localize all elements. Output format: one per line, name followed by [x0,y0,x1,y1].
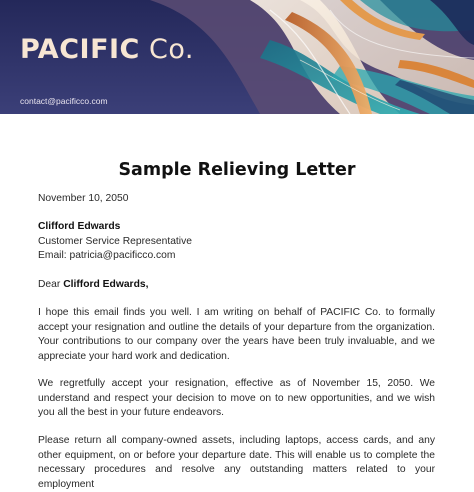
greeting-line [38,278,435,293]
recipient-email: Email: patricia@pacificco.com [38,250,176,262]
contact-email: contact@pacificco.com [20,96,108,106]
paragraph-line: accept your resignation and outline the details of your departure from the organization. [38,321,435,333]
header-banner [0,0,474,114]
paragraph-line: Your contributions to our company over the years have been truly invaluable, and we [38,336,435,348]
recipient-position: Customer Service Representative [38,235,192,247]
paragraph-line: understand and respect your decision to move on to new opportunities, and we wish [38,392,435,404]
paragraph-line: appreciate your hard work and dedication. [38,350,230,362]
body-paragraph-1 [38,306,435,364]
paragraph-line: Please return all company-owned assets, including laptops, access cards, and any [38,435,435,446]
greeting-prefix: Dear [38,279,61,290]
body-paragraph-2 [38,377,435,421]
brand-name-suffix: Co. [148,34,194,65]
greeting-name: Clifford Edwards, [63,279,149,290]
paragraph-line: other equipment, on or before your departure date. This will enable us to complete the [38,449,435,461]
body-paragraph-3 [38,434,435,492]
paragraph-line: you all the best in your future endeavors. [38,407,225,419]
letter-title: Sample Relieving Letter [118,160,356,180]
company-logo-text [20,34,194,65]
recipient-block [38,220,435,264]
brand-name-bold: PACIFIC [20,34,140,65]
letter-date: November 10, 2050 [38,193,129,204]
paragraph-line: I hope this email finds you well. I am writing on behalf of PACIFIC Co. to formally [38,307,435,318]
paragraph-line: We regretfully accept your resignation, effective as of November 15, 2050. We [38,378,435,389]
recipient-name: Clifford Edwards [38,221,121,232]
paragraph-line: necessary procedures and resolve any outstanding matters related to your employment [38,464,435,490]
